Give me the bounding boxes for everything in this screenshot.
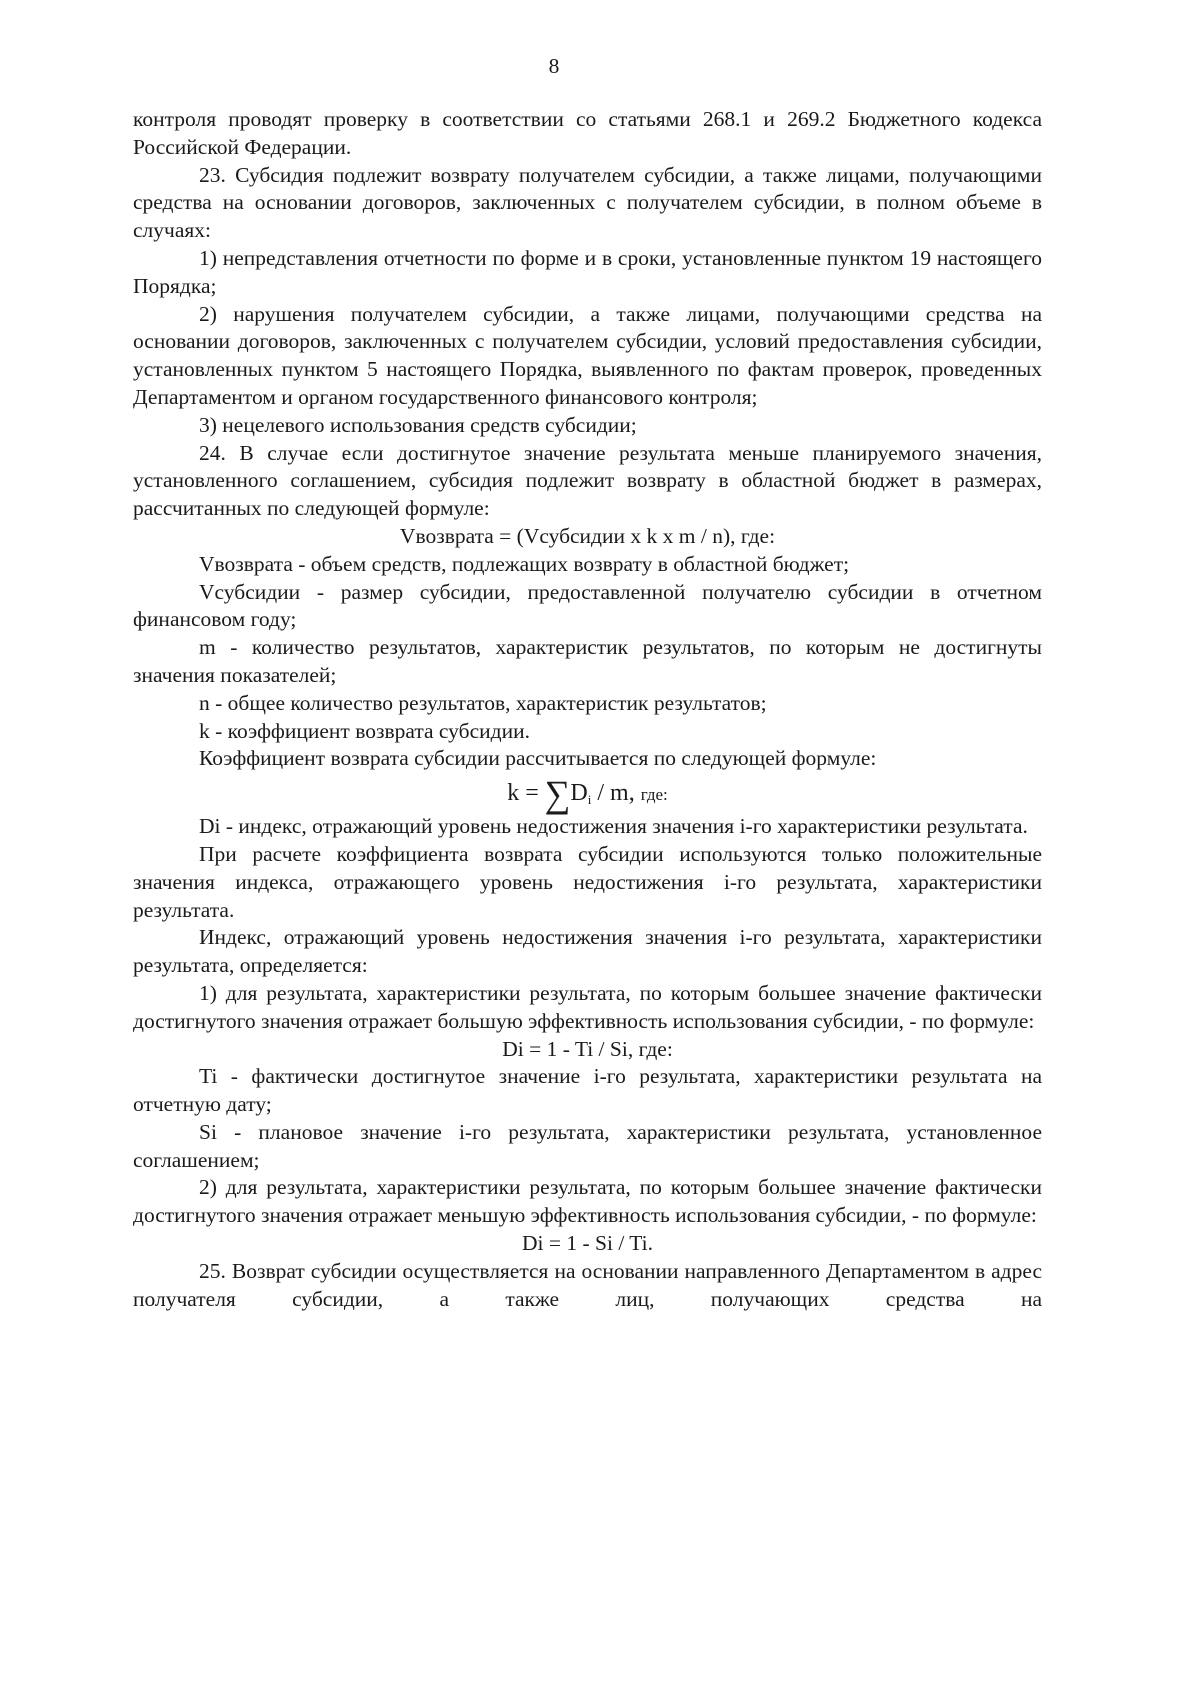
formula-k-lhs: k = — [507, 780, 545, 807]
definition: Ti - фактически достигнутое значение i-го результата, характеристики результата на отчетную дату; — [133, 1064, 1042, 1117]
formula-k-where: где: — [640, 785, 668, 805]
paragraph: 3) нецелевого использования средств субсидии; — [199, 412, 637, 437]
page-number: 8 — [548, 54, 560, 78]
paragraph: 25. Возврат субсидии осуществляется на основании направленного Департаментом в адрес получателя субсидии, а также лиц, получающих средства на — [133, 1258, 1042, 1311]
paragraph: 23. Субсидия подлежит возврату получателем субсидии, а также лицами, получающими средства на основании договоров, заключенных с получателем субсидии, в полном объеме в случаях: — [133, 162, 1042, 243]
definition: m - количество результатов, характеристик результатов, по которым не достигнуты значения показателей; — [133, 635, 1042, 687]
document-body — [133, 106, 1042, 1313]
definition: k - коэффициент возврата субсидии. — [199, 718, 530, 743]
formula-k-sub: i — [587, 792, 592, 808]
definition: Si - плановое значение i-го результата, характеристики результата, установленное соглашением; — [133, 1119, 1042, 1172]
paragraph: 2) для результата, характеристики результата, по которым большее значение фактически достигнутого значения отражает меньшую эффективность использования субсидии, - по формуле: — [133, 1175, 1042, 1228]
formula-di-2: Di = 1 - Si / Ti. — [521, 1231, 654, 1256]
sum-symbol: ∑ — [544, 773, 571, 816]
formula-v: Vвозврата = (Vсубсидии x k x m / n), где: — [399, 523, 776, 548]
definition: Di - индекс, отражающий уровень недостижения значения i-го характеристики результата. — [199, 814, 1028, 839]
definition: Vсубсидии - размер субсидии, предоставленной получателю субсидии в отчетном финансовом году; — [133, 579, 1042, 632]
paragraph: При расчете коэффициента возврата субсидии используются только положительные значения индекса, отражающего уровень недостижения i-го результата, характеристики результата. — [133, 841, 1042, 922]
formula-k-var: D — [570, 780, 588, 807]
paragraph: 1) для результата, характеристики результата, по которым большее значение фактически достигнутого значения отражает большую эффективность использования субсидии, - по формуле: — [133, 980, 1042, 1033]
paragraph: Коэффициент возврата субсидии рассчитывается по следующей формуле: — [199, 746, 877, 771]
formula-di-1: Di = 1 - Ti / Si, где: — [502, 1036, 673, 1061]
paragraph: 1) непредставления отчетности по форме и в сроки, установленные пунктом 19 настоящего Порядка; — [133, 245, 1042, 298]
definition: n - общее количество результатов, характеристик результатов; — [199, 690, 767, 715]
paragraph: 2) нарушения получателем субсидии, а также лицами, получающими средства на основании договоров, заключенных с получателем субсидии, условий предоставления субсидии, установленных пунктом 5 настоящего Порядка, выявленного по фактам проверок, проведенных Департаментом и органом государственного финансового контроля; — [133, 301, 1042, 409]
formula-k-rhs: / m, — [591, 780, 641, 807]
paragraph: 24. В случае если достигнутое значение результата меньше планируемого значения, установленного соглашением, субсидия подлежит возврату в областной бюджет в размерах, рассчитанных по следующей формуле: — [133, 440, 1042, 521]
paragraph: контроля проводят проверку в соответствии со статьями 268.1 и 269.2 Бюджетного кодекса Российской Федерации. — [133, 107, 1042, 159]
paragraph: Индекс, отражающий уровень недостижения значения i-го результата, характеристики результата, определяется: — [133, 925, 1042, 978]
formula-k — [133, 773, 1042, 816]
definition: Vвозврата - объем средств, подлежащих возврату в областной бюджет; — [199, 551, 850, 576]
